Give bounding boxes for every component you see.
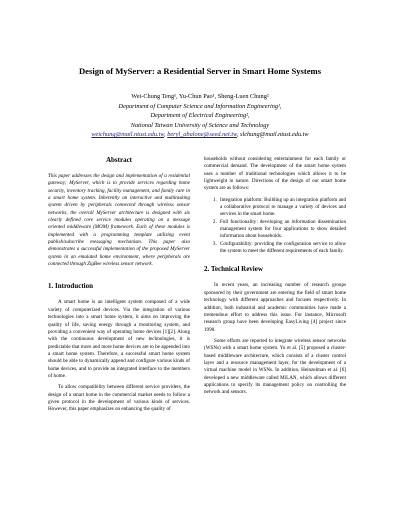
- introduction-paragraph: To allow compatibility between different service providers, the design of a smart home in the commercial market needs to follow a given protocol in the development of various kinds of services. However, this paper emphasizes on enhancing the quality of: [48, 384, 190, 413]
- institution: National Taiwan University of Science and Technology: [130, 121, 270, 129]
- technical-review-paragraph: In recent years, an increasing number of research groups sponsored by their government are entering the field of smart home technology with different approaches and focuses respectively. In addition, both industrial and academic communities have made a tremendous effort to address this issue. For instance, Microsoft research group have been developing EasyLiving [4] project since 1998.: [204, 282, 346, 333]
- introduction-paragraph: A smart home is an intelligent system composed of a wide variety of computerized devices. Via the integration of various technologies into a smart home system, it aims on improving the quality of life, saving energy through a monitoring system, and providing a convenient way of operating home devices [1][2]. Along with the continuous development of new technologies, it is predictable that more and more home devices are to be appended into a smart home system. Therefore, a successful smart home system should be able to dynamically append and configure various kinds of home devices, and to provide an integrated interface to the members of home.: [48, 299, 190, 379]
- continuation-paragraph: households without considering entertainment for each family or commercial demand. The development of the smart home system uses a number of traditional technologies which allows it to be lightweight in nature. Directions of the design of our smart home system are as follows:: [204, 156, 346, 192]
- continuation-body: [204, 156, 346, 193]
- left-column: [48, 156, 190, 418]
- affiliation-csie: Department of Computer Science and Information Engineering¹,: [118, 102, 282, 110]
- technical-review-heading: 2. Technical Review: [204, 265, 263, 274]
- technical-review-body: [204, 282, 346, 396]
- abstract-text: This paper addresses the design and implementation of a residential gateway; MyServer, which is to provide services regarding home security, inventory tracking, facility management, and family care in a smart home system. Inherently an interactive and multitasking system driven by peripherals connected through wireless sensor networks, the overall MyServer architecture is designed with six clearly defined core service modules operating on a message oriented middleware (MOM) framework. Each of these modules is implemented with a programming template utilizing event publish/subscribe messaging mechanism. This paper also demonstrates a successful implementation of the proposed MyServer system in an emulated home environment, where peripherals are connected through ZigBee wireless sensor network.: [48, 173, 190, 268]
- introduction-heading: 1. Introduction: [48, 282, 93, 291]
- author-names: Wei-Chung Teng¹, Yu-Chun Pao¹, Sheng-Luen Chung²: [131, 93, 269, 100]
- email-link-pao[interactable]: beryl_abalone@seed.net.tw: [167, 131, 237, 139]
- author-block: [0, 92, 400, 140]
- introduction-body: [48, 299, 190, 413]
- list-item: 3. Configurability: providing the configuration service to allow the system to meet the different requirements of each family.: [218, 241, 346, 256]
- technical-review-paragraph: Some efforts are reported to integrate wireless sensor networks (WSNs) with a smart home system. Yu et al. [5] proposed a cluster-based middleware architecture, which consists of a cluster control layer and a resource management layer, for the development of a virtual machine model in WSNs. In addition, Heinzelman et al. [6] developed a new middleware called MiLAN, which allows different applications to specify its management policy on controlling the network and sensors.: [204, 337, 346, 396]
- design-directions-list: [204, 197, 346, 256]
- paper-title: Design of MyServer: a Residential Server in Smart Home Systems: [78, 66, 322, 76]
- list-item: 2. Full functionality: developing an information dissemination management system for four applications to show detailed information about households.: [218, 219, 346, 241]
- affiliation-ee: Department of Electrical Engineering²,: [150, 112, 250, 120]
- right-column: [204, 156, 346, 401]
- abstract-heading: Abstract: [105, 156, 133, 164]
- list-item: 1. Integration platform: Building up an integration platform and a collaborative protocol to manage a variety of devices and services in the smart home.: [218, 197, 346, 219]
- email-chung: slchung@mail.ntust.edu.tw: [240, 131, 309, 139]
- email-link-teng[interactable]: weichung@mail.ntust.edu.tw: [91, 131, 165, 139]
- email-line: weichung@mail.ntust.edu.tw, beryl_abalone@seed.net.tw, slchung@mail.ntust.edu.tw: [91, 131, 309, 139]
